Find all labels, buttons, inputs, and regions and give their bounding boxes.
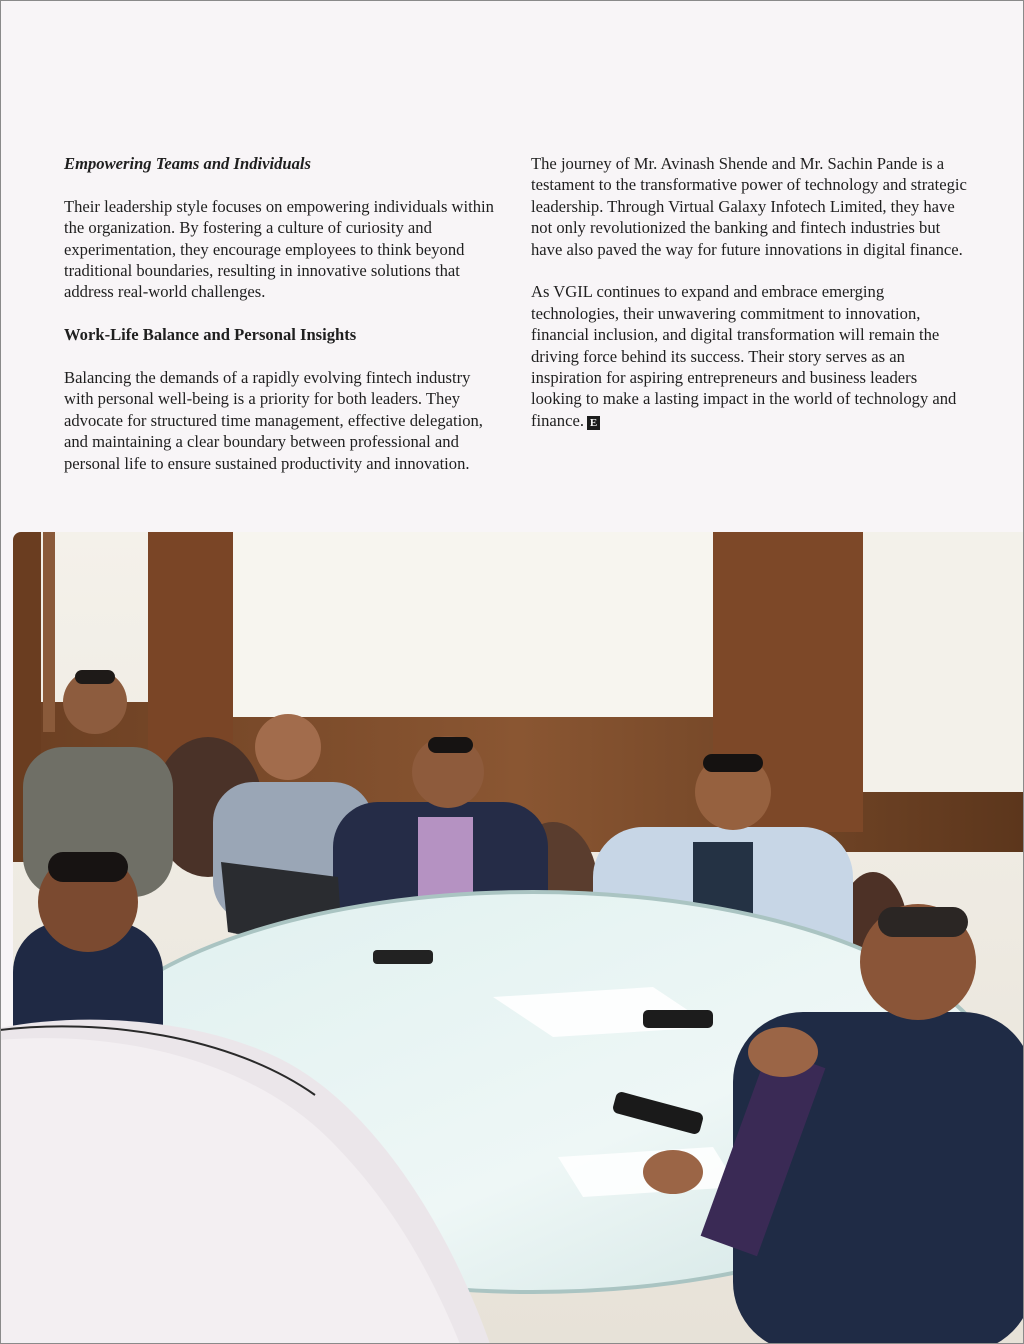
paragraph-vgil [531,281,971,431]
decorative-swoosh [0,1000,520,1344]
section-heading-empowering: Empowering Teams and Individuals [64,154,311,173]
paragraph-journey: The journey of Mr. Avinash Shende and Mr. Sachin Pande is a testament to the transformative power of technology and strategic leadership. Through Virtual Galaxy Infotech Limited, they have not only revolutionized the banking and fintech industries but have also paved the way for future innovations in digital finance. [531,154,967,259]
paragraph-vgil-text: As VGIL continues to expand and embrace emerging technologies, their unwavering commitment to innovation, financial inclusion, and digital transformation will remain the driving force behind its success. Their story serves as an inspiration for aspiring entrepreneurs and business leaders looking to make a lasting impact in the world of technology and finance. [531,282,957,430]
article-end-mark-icon: E [587,416,600,430]
paragraph-empowering: Their leadership style focuses on empowering individuals within the organization. By fostering a culture of curiosity and experimentation, they encourage employees to think beyond traditional boundaries, resulting in innovative solutions that address real-world challenges. [64,196,494,302]
section-heading-work-life: Work-Life Balance and Personal Insights [64,325,357,345]
right-column [531,153,971,453]
left-column [64,153,494,495]
paragraph-work-life: Balancing the demands of a rapidly evolving fintech industry with personal well-being is a priority for both leaders. They advocate for structured time management, effective delegation, and maintaining a clear boundary between professional and personal life to ensure sustained productivity and innovation. [64,368,483,473]
